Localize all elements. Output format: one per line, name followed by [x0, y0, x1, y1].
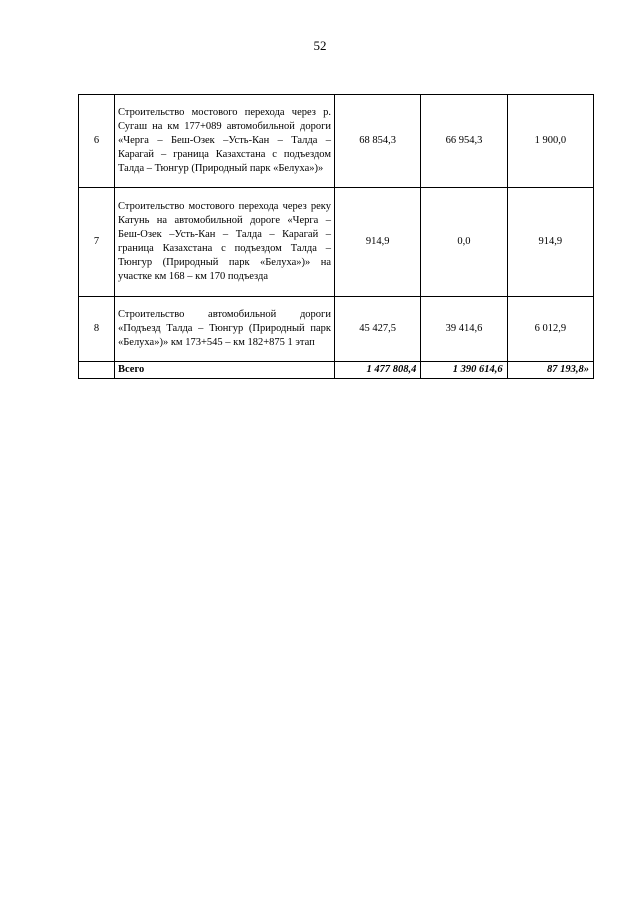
page-number: 52 — [313, 38, 327, 53]
row-number: 8 — [79, 297, 115, 362]
total-value: 68 854,3 — [335, 95, 421, 188]
row-number: 6 — [79, 95, 115, 188]
row-number: 7 — [79, 188, 115, 297]
total-label: Всего — [115, 362, 335, 379]
value-column-2: 0,0 — [421, 188, 507, 297]
total-value: 45 427,5 — [335, 297, 421, 362]
value-column-2: 39 414,6 — [421, 297, 507, 362]
total-row — [79, 362, 594, 379]
project-name: Строительство мостового перехода через р. Сугаш на км 177+089 автомобильной дороги «Черга – Беш-Озек –Усть-Кан – Талда – Карагай – граница Казахстана с подъездом Талда – Тюнгур (Природный парк «Белуха»)» — [115, 95, 335, 188]
grand-total-column-3: 87 193,8» — [507, 362, 593, 379]
value-column-3: 6 012,9 — [507, 297, 593, 362]
table-row — [79, 297, 594, 362]
total-value: 914,9 — [335, 188, 421, 297]
grand-total-value: 1 477 808,4 — [335, 362, 421, 379]
table-row — [79, 188, 594, 297]
value-column-3: 1 900,0 — [507, 95, 593, 188]
value-column-3: 914,9 — [507, 188, 593, 297]
grand-total-column-2: 1 390 614,6 — [421, 362, 507, 379]
total-row-number-cell — [79, 362, 115, 379]
value-column-2: 66 954,3 — [421, 95, 507, 188]
project-name: Строительство мостового перехода через реку Катунь на автомобильной дороге «Черга – Беш-Озек –Усть-Кан – Талда – Карагай – граница Казахстана с подъездом Талда – Тюнгур (Природный парк «Белуха»)» на участке км 168 – км 170 подъезда — [115, 188, 335, 297]
budget-table — [78, 94, 594, 379]
project-name: Строительство автомобильной дороги «Подъезд Талда – Тюнгур (Природный парк «Белуха»)» км 173+545 – км 182+875 1 этап — [115, 297, 335, 362]
table-row — [79, 95, 594, 188]
